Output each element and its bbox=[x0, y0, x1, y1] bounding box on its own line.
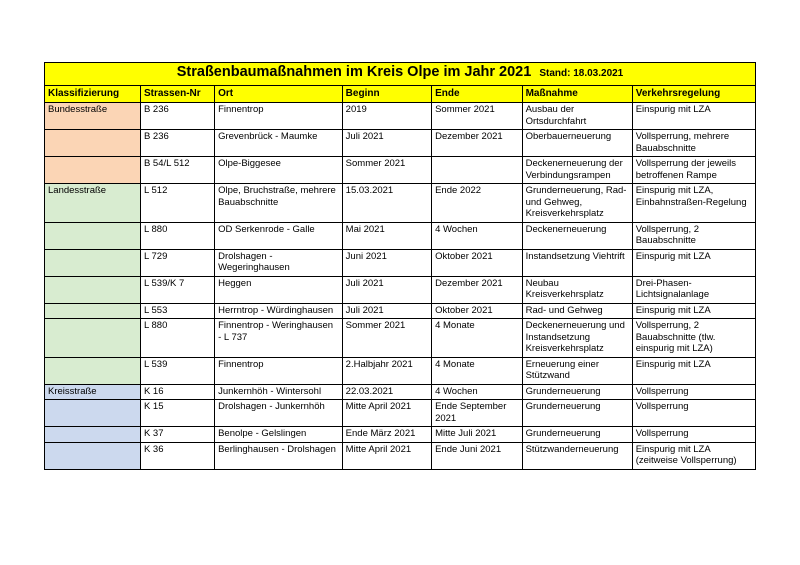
cell-ende: Ende 2022 bbox=[432, 184, 523, 223]
cell-strassen-nr: K 16 bbox=[140, 384, 214, 400]
table-header-row bbox=[45, 85, 756, 103]
table-row bbox=[45, 442, 756, 469]
table-row bbox=[45, 400, 756, 427]
cell-massnahme: Deckenerneuerung der Verbindungsrampen bbox=[522, 157, 632, 184]
column-header-beginn: Beginn bbox=[342, 85, 431, 103]
cell-klassifizierung bbox=[45, 427, 141, 443]
cell-verkehrsregelung: Einspurig mit LZA bbox=[632, 249, 755, 276]
cell-verkehrsregelung: Vollsperrung, 2 Bauabschnitte bbox=[632, 222, 755, 249]
cell-verkehrsregelung: Vollsperrung bbox=[632, 384, 755, 400]
column-header-strassen-nr: Strassen-Nr bbox=[140, 85, 214, 103]
cell-ort: Finnentrop bbox=[215, 357, 343, 384]
table-row bbox=[45, 184, 756, 223]
cell-strassen-nr: L 539/K 7 bbox=[140, 276, 214, 303]
cell-strassen-nr: B 236 bbox=[140, 103, 214, 130]
cell-verkehrsregelung: Einspurig mit LZA (zeitweise Vollsperrung) bbox=[632, 442, 755, 469]
cell-beginn: 2019 bbox=[342, 103, 431, 130]
cell-strassen-nr: L 512 bbox=[140, 184, 214, 223]
cell-ende: Ende September 2021 bbox=[432, 400, 523, 427]
cell-verkehrsregelung: Einspurig mit LZA bbox=[632, 103, 755, 130]
cell-massnahme: Rad- und Gehweg bbox=[522, 303, 632, 319]
cell-verkehrsregelung: Drei-Phasen-Lichtsignalanlage bbox=[632, 276, 755, 303]
cell-ort: Finnentrop bbox=[215, 103, 343, 130]
table-title-row bbox=[45, 63, 756, 86]
column-header-ende: Ende bbox=[432, 85, 523, 103]
cell-ende: Oktober 2021 bbox=[432, 249, 523, 276]
roadworks-table-container bbox=[44, 62, 756, 470]
cell-massnahme: Oberbauerneuerung bbox=[522, 130, 632, 157]
table-row bbox=[45, 357, 756, 384]
cell-massnahme: Stützwanderneuerung bbox=[522, 442, 632, 469]
cell-klassifizierung bbox=[45, 222, 141, 249]
cell-beginn: Mitte April 2021 bbox=[342, 400, 431, 427]
cell-ende: Oktober 2021 bbox=[432, 303, 523, 319]
table-row bbox=[45, 303, 756, 319]
cell-beginn: Juli 2021 bbox=[342, 130, 431, 157]
cell-beginn: Mitte April 2021 bbox=[342, 442, 431, 469]
table-row bbox=[45, 427, 756, 443]
table-title-cell bbox=[45, 63, 756, 86]
cell-ort: Heggen bbox=[215, 276, 343, 303]
cell-massnahme: Neubau Kreisverkehrsplatz bbox=[522, 276, 632, 303]
column-header-ort: Ort bbox=[215, 85, 343, 103]
cell-strassen-nr: B 236 bbox=[140, 130, 214, 157]
cell-ende: Dezember 2021 bbox=[432, 130, 523, 157]
cell-verkehrsregelung: Vollsperrung, mehrere Bauabschnitte bbox=[632, 130, 755, 157]
cell-klassifizierung: Bundesstraße bbox=[45, 103, 141, 130]
cell-beginn: Juni 2021 bbox=[342, 249, 431, 276]
cell-ende: 4 Wochen bbox=[432, 384, 523, 400]
cell-klassifizierung bbox=[45, 157, 141, 184]
table-row bbox=[45, 130, 756, 157]
roadworks-table bbox=[44, 62, 756, 470]
cell-beginn: Ende März 2021 bbox=[342, 427, 431, 443]
cell-strassen-nr: L 729 bbox=[140, 249, 214, 276]
cell-ort: Olpe, Bruchstraße, mehrere Bauabschnitte bbox=[215, 184, 343, 223]
cell-massnahme: Grunderneuerung bbox=[522, 400, 632, 427]
cell-klassifizierung bbox=[45, 303, 141, 319]
cell-ende: Sommer 2021 bbox=[432, 103, 523, 130]
column-header-verkehrsregelung: Verkehrsregelung bbox=[632, 85, 755, 103]
cell-strassen-nr: K 36 bbox=[140, 442, 214, 469]
table-body bbox=[45, 63, 756, 470]
page-title: Straßenbaumaßnahmen im Kreis Olpe im Jahr 2021 bbox=[176, 64, 532, 80]
cell-verkehrsregelung: Vollsperrung bbox=[632, 427, 755, 443]
table-row bbox=[45, 157, 756, 184]
cell-ende: Dezember 2021 bbox=[432, 276, 523, 303]
cell-ort: Berlinghausen - Drolshagen bbox=[215, 442, 343, 469]
cell-klassifizierung bbox=[45, 400, 141, 427]
cell-strassen-nr: L 553 bbox=[140, 303, 214, 319]
table-row bbox=[45, 103, 756, 130]
cell-massnahme: Deckenerneuerung und Instandsetzung Kreisverkehrsplatz bbox=[522, 319, 632, 358]
table-row bbox=[45, 276, 756, 303]
cell-ende bbox=[432, 157, 523, 184]
cell-ende: Ende Juni 2021 bbox=[432, 442, 523, 469]
cell-ort: Drolshagen - Junkernhöh bbox=[215, 400, 343, 427]
cell-ort: OD Serkenrode - Galle bbox=[215, 222, 343, 249]
cell-beginn: 2.Halbjahr 2021 bbox=[342, 357, 431, 384]
cell-verkehrsregelung: Vollsperrung der jeweils betroffenen Rampe bbox=[632, 157, 755, 184]
cell-klassifizierung bbox=[45, 319, 141, 358]
cell-klassifizierung bbox=[45, 442, 141, 469]
cell-klassifizierung: Landesstraße bbox=[45, 184, 141, 223]
cell-strassen-nr: K 15 bbox=[140, 400, 214, 427]
cell-strassen-nr: K 37 bbox=[140, 427, 214, 443]
table-row bbox=[45, 319, 756, 358]
table-row bbox=[45, 384, 756, 400]
cell-massnahme: Ausbau der Ortsdurchfahrt bbox=[522, 103, 632, 130]
cell-ort: Finnentrop - Weringhausen - L 737 bbox=[215, 319, 343, 358]
cell-massnahme: Erneuerung einer Stützwand bbox=[522, 357, 632, 384]
cell-beginn: Juli 2021 bbox=[342, 276, 431, 303]
cell-massnahme: Instandsetzung Viehtrift bbox=[522, 249, 632, 276]
cell-massnahme: Grunderneuerung, Rad- und Gehweg, Kreisverkehrsplatz bbox=[522, 184, 632, 223]
cell-ort: Benolpe - Gelslingen bbox=[215, 427, 343, 443]
cell-verkehrsregelung: Vollsperrung, 2 Bauabschnitte (tlw. einspurig mit LZA) bbox=[632, 319, 755, 358]
cell-massnahme: Grunderneuerung bbox=[522, 384, 632, 400]
cell-beginn: Mai 2021 bbox=[342, 222, 431, 249]
cell-verkehrsregelung: Vollsperrung bbox=[632, 400, 755, 427]
cell-ende: Mitte Juli 2021 bbox=[432, 427, 523, 443]
title-status-date: Stand: 18.03.2021 bbox=[539, 68, 624, 79]
cell-klassifizierung bbox=[45, 276, 141, 303]
cell-ort: Drolshagen - Wegeringhausen bbox=[215, 249, 343, 276]
column-header-klassifizierung: Klassifizierung bbox=[45, 85, 141, 103]
cell-ort: Grevenbrück - Maumke bbox=[215, 130, 343, 157]
cell-klassifizierung bbox=[45, 130, 141, 157]
cell-verkehrsregelung: Einspurig mit LZA, Einbahnstraßen-Regelung bbox=[632, 184, 755, 223]
cell-strassen-nr: L 539 bbox=[140, 357, 214, 384]
table-row bbox=[45, 249, 756, 276]
cell-verkehrsregelung: Einspurig mit LZA bbox=[632, 357, 755, 384]
cell-strassen-nr: L 880 bbox=[140, 319, 214, 358]
cell-klassifizierung bbox=[45, 357, 141, 384]
cell-ort: Olpe-Biggesee bbox=[215, 157, 343, 184]
cell-strassen-nr: L 880 bbox=[140, 222, 214, 249]
cell-klassifizierung bbox=[45, 249, 141, 276]
cell-beginn: Sommer 2021 bbox=[342, 319, 431, 358]
column-header-massnahme: Maßnahme bbox=[522, 85, 632, 103]
cell-klassifizierung: Kreisstraße bbox=[45, 384, 141, 400]
cell-strassen-nr: B 54/L 512 bbox=[140, 157, 214, 184]
cell-ort: Herrntrop - Würdinghausen bbox=[215, 303, 343, 319]
cell-beginn: Sommer 2021 bbox=[342, 157, 431, 184]
cell-ort: Junkernhöh - Wintersohl bbox=[215, 384, 343, 400]
table-row bbox=[45, 222, 756, 249]
cell-massnahme: Grunderneuerung bbox=[522, 427, 632, 443]
cell-beginn: 22.03.2021 bbox=[342, 384, 431, 400]
cell-massnahme: Deckenerneuerung bbox=[522, 222, 632, 249]
cell-ende: 4 Wochen bbox=[432, 222, 523, 249]
cell-beginn: 15.03.2021 bbox=[342, 184, 431, 223]
cell-ende: 4 Monate bbox=[432, 357, 523, 384]
cell-ende: 4 Monate bbox=[432, 319, 523, 358]
cell-beginn: Juli 2021 bbox=[342, 303, 431, 319]
cell-verkehrsregelung: Einspurig mit LZA bbox=[632, 303, 755, 319]
